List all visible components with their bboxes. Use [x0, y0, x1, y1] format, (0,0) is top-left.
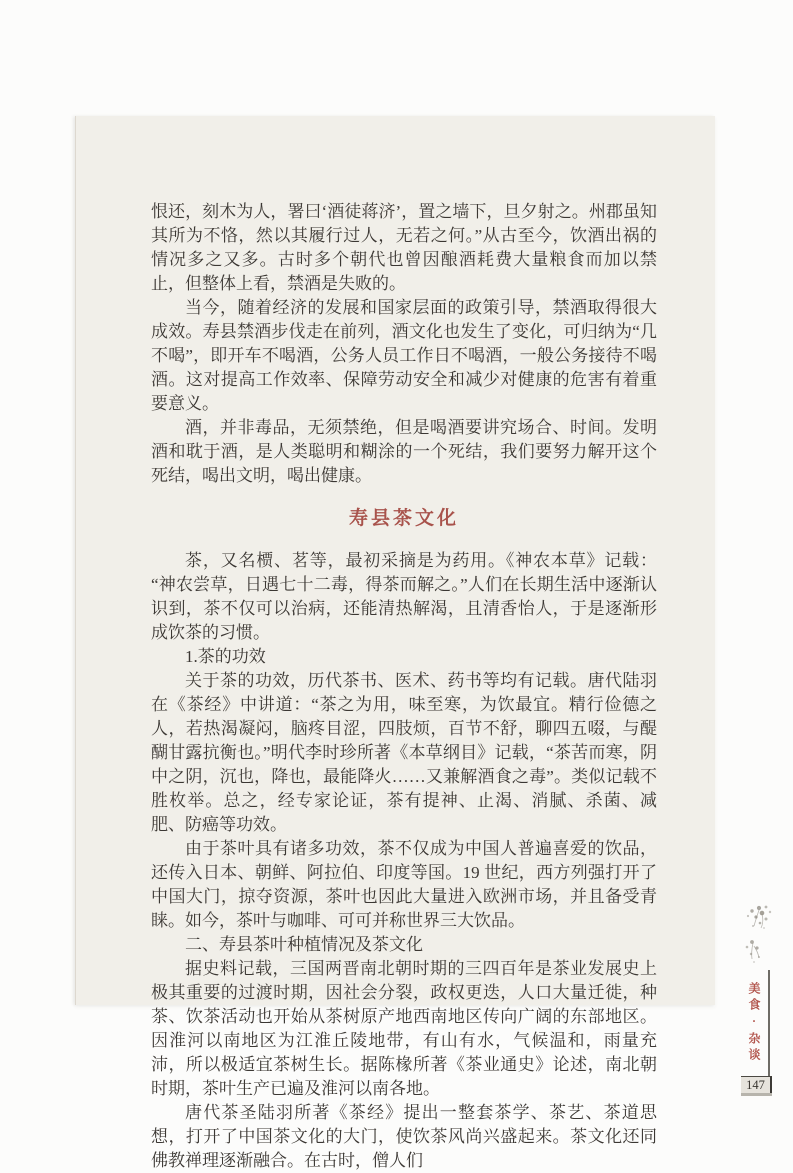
floral-sprig-icon — [740, 902, 780, 970]
sub-heading: 1.茶的功效 — [185, 647, 266, 666]
body-paragraph: 茶，又名槚、茗等，最初采摘是为药用。《神农本草》记载：“神农尝草，日遇七十二毒，得茶而解之。”人们在长期生活中逐渐认识到，茶不仅可以治病，还能清热解渴，且清香怡人，于是逐渐形成饮茶的习惯。 — [151, 551, 657, 642]
page-body-text — [151, 200, 657, 1173]
sidebar-rule — [768, 970, 770, 1078]
sidebar-category-label: 美食·杂谈 — [747, 982, 761, 1064]
section-heading: 寿县茶文化 — [348, 508, 459, 529]
body-paragraph: 当今，随着经济的发展和国家层面的政策引导，禁酒取得很大成效。寿县禁酒步伐走在前列，酒文化也发生了变化，可归纳为“几不喝”，即开车不喝酒，公务人员工作日不喝酒，一般公务接待不喝酒。这对提高工作效率、保障劳动安全和减少对健康的危害有着重要意义。 — [151, 298, 657, 413]
body-paragraph: 唐代茶圣陆羽所著《茶经》提出一整套茶学、茶艺、茶道思想，打开了中国茶文化的大门，使饮茶风尚兴盛起来。茶文化还同佛教禅理逐渐融合。在古时，僧人们 — [151, 1103, 657, 1170]
body-paragraph: 恨还，刻木为人，署曰‘酒徒蒋济’，置之墙下，旦夕射之。州郡虽知其所为不恪，然以其履行过人，无若之何。”从古至今，饮酒出祸的情况多之又多。古时多个朝代也曾因酿酒耗费大量粮食而加以禁止，但整体上看，禁酒是失败的。 — [151, 202, 657, 293]
body-paragraph: 酒，并非毒品，无须禁绝，但是喝酒要讲究场合、时间。发明酒和耽于酒，是人类聪明和糊涂的一个死结，我们要努力解开这个死结，喝出文明，喝出健康。 — [151, 418, 657, 485]
sub-heading: 二、寿县茶叶种植情况及茶文化 — [185, 935, 423, 954]
book-page — [75, 116, 765, 1170]
page-number: 147 — [741, 1076, 772, 1093]
body-paragraph: 关于茶的功效，历代茶书、医术、药书等均有记载。唐代陆羽在《茶经》中讲道：“茶之为用，味至寒，为饮最宜。精行俭德之人，若热渴凝闷，脑疼目涩，四肢烦，百节不舒，聊四五啜，与醍醐甘露抗衡也。”明代李时珍所著《本草纲目》记载，“茶苦而寒，阴中之阴，沉也，降也，最能降火……又兼解酒食之毒”。类似记载不胜枚举。总之，经专家论证，茶有提神、止渴、消腻、杀菌、减肥、防癌等功效。 — [151, 671, 657, 834]
body-paragraph: 据史料记载，三国两晋南北朝时期的三四百年是茶业发展史上极其重要的过渡时期，因社会分裂，政权更迭，人口大量迁徙，种茶、饮茶活动也开始从茶树原产地西南地区传向广阔的东部地区。因淮河以南地区为江淮丘陵地带，有山有水，气候温和，雨量充沛，所以极适宜茶树生长。据陈椽所著《茶业通史》论述，南北朝时期，茶叶生产已遍及淮河以南各地。 — [151, 959, 657, 1098]
body-paragraph: 由于茶叶具有诸多功效，茶不仅成为中国人普遍喜爱的饮品，还传入日本、朝鲜、阿拉伯、印度等国。19 世纪，西方列强打开了中国大门，掠夺资源，茶叶也因此大量进入欧洲市场，并且备受青睐。如今，茶叶与咖啡、可可并称世界三大饮品。 — [151, 839, 657, 930]
